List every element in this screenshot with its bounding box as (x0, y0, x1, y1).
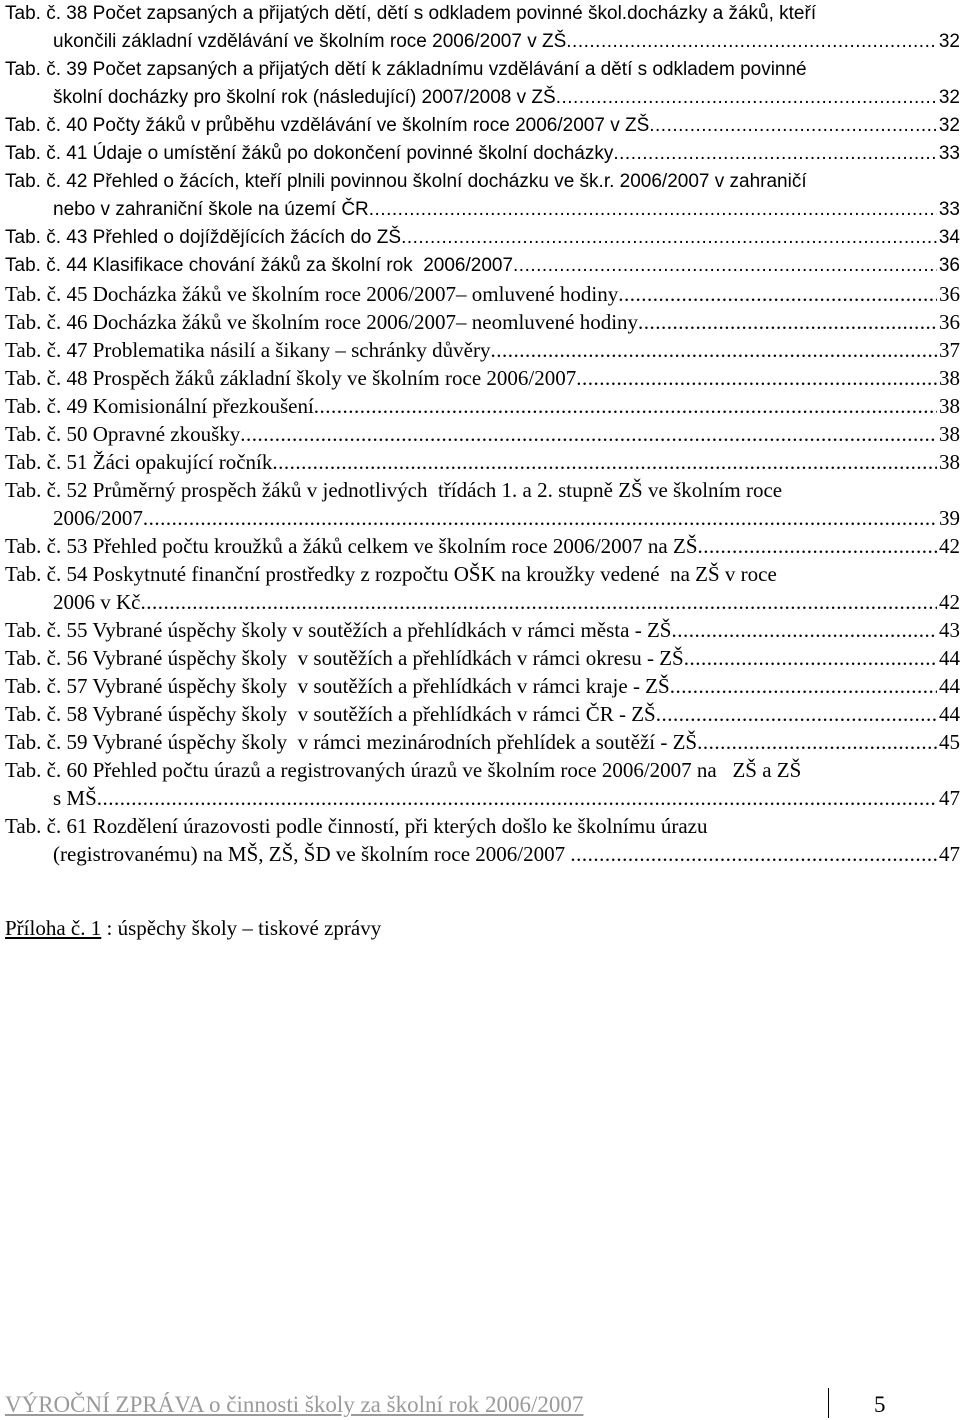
toc-entry[interactable] (5, 700, 960, 728)
toc-dot-leader (556, 84, 937, 112)
toc-entry-text: Tab. č. 59 Vybrané úspěchy školy v rámci mezinárodních přehlídek a soutěží - ZŠ (5, 730, 698, 754)
toc-dot-leader (314, 392, 937, 420)
toc-page-number: 36 (939, 310, 960, 334)
toc-entry-line (5, 280, 960, 308)
toc-entry-text: Tab. č. 54 Poskytnuté finanční prostředky z rozpočtu OŠK na kroužky vedené na ZŠ v roce (5, 562, 777, 586)
toc-entry-line (5, 840, 960, 868)
toc-entry-text: Tab. č. 47 Problematika násilí a šikany – schránky důvěry (5, 338, 491, 362)
toc-entry-line (5, 168, 960, 196)
toc-entry[interactable] (5, 308, 960, 336)
toc-page-number: 37 (939, 338, 960, 362)
toc-dot-leader (566, 28, 937, 56)
page-footer (0, 1388, 960, 1420)
toc-dot-leader (272, 448, 937, 476)
toc-entry-line (5, 84, 960, 112)
toc-entry-line (5, 700, 960, 728)
toc-page-number: 36 (938, 255, 960, 276)
toc-page-number: 33 (938, 199, 960, 220)
toc-entry-line (5, 364, 960, 392)
toc-dot-leader (141, 588, 938, 616)
toc-entry[interactable] (5, 812, 960, 868)
toc-dot-leader (656, 700, 937, 728)
toc-entry-text: (registrovanému) na MŠ, ZŠ, ŠD ve školním roce 2006/2007 (53, 842, 571, 866)
toc-entry-line (5, 196, 960, 224)
toc-entry-line (5, 0, 960, 28)
toc-page-number: 47 (939, 842, 960, 866)
toc-page-number: 36 (939, 282, 960, 306)
toc-page-number: 38 (939, 422, 960, 446)
toc-entry-text: Tab. č. 56 Vybrané úspěchy školy v soutěžích a přehlídkách v rámci okresu - ZŠ (5, 646, 684, 670)
toc-entry-line (5, 812, 960, 840)
toc-entry-line (5, 28, 960, 56)
toc-entry[interactable] (5, 224, 960, 252)
toc-page-number: 44 (939, 646, 960, 670)
toc-dot-leader (97, 784, 937, 812)
toc-dot-leader (649, 112, 937, 140)
toc-entry-text: Tab. č. 61 Rozdělení úrazovosti podle činností, při kterých došlo ke školnímu úrazu (5, 814, 708, 838)
toc-entry-text: Tab. č. 52 Průměrný prospěch žáků v jednotlivých třídách 1. a 2. stupně ZŠ ve školním roce (5, 478, 783, 502)
toc-entry-line (5, 140, 960, 168)
toc-dot-leader (143, 504, 937, 532)
toc-entry-text: 2006/2007 (53, 506, 143, 530)
footer-title: VÝROČNÍ ZPRÁVA o činnosti školy za školní rok 2006/2007 (5, 1392, 584, 1417)
toc-dot-leader (697, 728, 937, 756)
toc-entry[interactable] (5, 56, 960, 112)
toc-entry-line (5, 672, 960, 700)
toc-entry-text: Tab. č. 57 Vybrané úspěchy školy v soutěžích a přehlídkách v rámci kraje - ZŠ (5, 674, 670, 698)
toc-entry-text: Tab. č. 39 Počet zapsaných a přijatých dětí k základnímu vzdělávání a dětí s odkladem povinné (5, 59, 807, 80)
toc-page-number: 38 (939, 450, 960, 474)
toc-entry-line (5, 588, 960, 616)
toc-entry[interactable] (5, 756, 960, 812)
toc-entry-text: Tab. č. 50 Opravné zkoušky (5, 422, 241, 446)
toc-entry-line (5, 756, 960, 784)
toc-entry[interactable] (5, 392, 960, 420)
toc-page-number: 43 (939, 618, 960, 642)
toc-entry[interactable] (5, 140, 960, 168)
toc-entry-text: s MŠ (53, 786, 97, 810)
toc-entry-line (5, 308, 960, 336)
toc-entry-line (5, 644, 960, 672)
appendix-entry (5, 916, 381, 941)
toc-entry-line (5, 728, 960, 756)
toc-entry-text: 2006 v Kč (53, 590, 141, 614)
toc-entry[interactable] (5, 728, 960, 756)
toc-entry-text: Tab. č. 58 Vybrané úspěchy školy v soutěžích a přehlídkách v rámci ČR - ZŠ (5, 702, 656, 726)
toc-entry[interactable] (5, 364, 960, 392)
toc-entry-line (5, 420, 960, 448)
toc-dot-leader (638, 308, 937, 336)
appendix-text: úspěchy školy – tiskové zprávy (117, 916, 382, 940)
toc-entry-text: Tab. č. 60 Přehled počtu úrazů a registrovaných úrazů ve školním roce 2006/2007 na ZŠ a ZŠ (5, 758, 802, 782)
toc-dot-leader (401, 224, 937, 252)
toc-entry[interactable] (5, 644, 960, 672)
toc-page-number: 34 (938, 227, 960, 248)
toc-entry-line (5, 504, 960, 532)
toc-dot-leader (491, 336, 938, 364)
toc-entry-line (5, 448, 960, 476)
toc-dot-leader (618, 280, 937, 308)
toc-entry-text: Tab. č. 44 Klasifikace chování žáků za školní rok 2006/2007 (5, 255, 514, 276)
toc-page-number: 39 (939, 506, 960, 530)
toc-dot-leader (698, 532, 937, 560)
toc-page-number: 44 (939, 674, 960, 698)
toc-entry-line (5, 56, 960, 84)
toc-dot-leader (671, 616, 937, 644)
toc-entry-line (5, 560, 960, 588)
toc-dot-leader (513, 252, 937, 280)
toc-entry[interactable] (5, 336, 960, 364)
toc-entry-text: Tab. č. 42 Přehled o žácích, kteří plnili povinnou školní docházku ve šk.r. 2006/2007 v zahraničí (5, 171, 807, 192)
page-number: 5 (874, 1392, 886, 1417)
toc-dot-leader (684, 644, 937, 672)
toc-entry[interactable] (5, 532, 960, 560)
toc-page-number: 32 (938, 87, 960, 108)
toc-entry-text: Tab. č. 46 Docházka žáků ve školním roce 2006/2007– neomluvené hodiny (5, 310, 639, 334)
toc-page-number: 44 (939, 702, 960, 726)
toc-entry[interactable] (5, 616, 960, 644)
toc-entry-text: ukončili základní vzdělávání ve školním roce 2006/2007 v ZŠ (53, 31, 567, 52)
toc-entry-text: Tab. č. 38 Počet zapsaných a přijatých dětí, dětí s odkladem povinné škol.docházky a žáků, kteří (5, 3, 817, 24)
appendix-label[interactable]: Příloha č. 1 (5, 916, 102, 940)
toc-entry-line (5, 532, 960, 560)
toc-entry[interactable] (5, 560, 960, 616)
toc-page-number: 42 (939, 534, 960, 558)
toc-dot-leader (369, 196, 937, 224)
toc-entry-text: Tab. č. 49 Komisionální přezkoušení (5, 394, 314, 418)
toc-page-number: 42 (939, 590, 960, 614)
toc-entry-text: Tab. č. 51 Žáci opakující ročník (5, 450, 273, 474)
toc-dot-leader (570, 840, 937, 868)
toc-entry-line (5, 784, 960, 812)
toc-page-number: 47 (939, 786, 960, 810)
toc-page-number: 33 (938, 143, 960, 164)
toc-page-number: 32 (938, 115, 960, 136)
toc-entry[interactable] (5, 280, 960, 308)
toc-entry[interactable] (5, 112, 960, 140)
toc-entry-text: Tab. č. 53 Přehled počtu kroužků a žáků celkem ve školním roce 2006/2007 na ZŠ (5, 534, 698, 558)
toc-entry-text: školní docházky pro školní rok (následující) 2007/2008 v ZŠ (53, 87, 556, 108)
toc-dot-leader (576, 364, 937, 392)
toc-entry-line (5, 112, 960, 140)
toc-entry-text: Tab. č. 41 Údaje o umístění žáků po dokončení povinné školní docházky (5, 143, 614, 164)
toc-page-number: 45 (939, 730, 960, 754)
toc-entry-line (5, 252, 960, 280)
toc-entry-text: nebo v zahraniční škole na území ČR (53, 199, 369, 220)
toc-entry-line (5, 392, 960, 420)
footer-divider (828, 1388, 829, 1418)
toc-entry-text: Tab. č. 40 Počty žáků v průběhu vzdělávání ve školním roce 2006/2007 v ZŠ (5, 115, 650, 136)
toc-dot-leader (613, 140, 936, 168)
toc-entry[interactable] (5, 168, 960, 224)
toc-page-number: 38 (939, 366, 960, 390)
toc-entry[interactable] (5, 448, 960, 476)
toc-entry-line (5, 336, 960, 364)
toc-entry-line (5, 224, 960, 252)
table-of-contents (5, 0, 960, 868)
toc-entry-line (5, 476, 960, 504)
toc-entry[interactable] (5, 476, 960, 532)
toc-entry[interactable] (5, 252, 960, 280)
toc-entry-line (5, 616, 960, 644)
toc-entry-text: Tab. č. 55 Vybrané úspěchy školy v soutěžích a přehlídkách v rámci města - ZŠ (5, 618, 672, 642)
toc-entry-text: Tab. č. 43 Přehled o dojíždějících žácích do ZŠ (5, 227, 402, 248)
toc-entry-text: Tab. č. 45 Docházka žáků ve školním roce 2006/2007– omluvené hodiny (5, 282, 619, 306)
toc-dot-leader (240, 420, 937, 448)
toc-entry-text: Tab. č. 48 Prospěch žáků základní školy ve školním roce 2006/2007 (5, 366, 577, 390)
toc-entry[interactable] (5, 0, 960, 56)
toc-page-number: 38 (939, 394, 960, 418)
toc-entry[interactable] (5, 672, 960, 700)
appendix-separator: : (101, 916, 118, 940)
toc-dot-leader (670, 672, 937, 700)
toc-page-number: 32 (938, 31, 960, 52)
toc-entry[interactable] (5, 420, 960, 448)
